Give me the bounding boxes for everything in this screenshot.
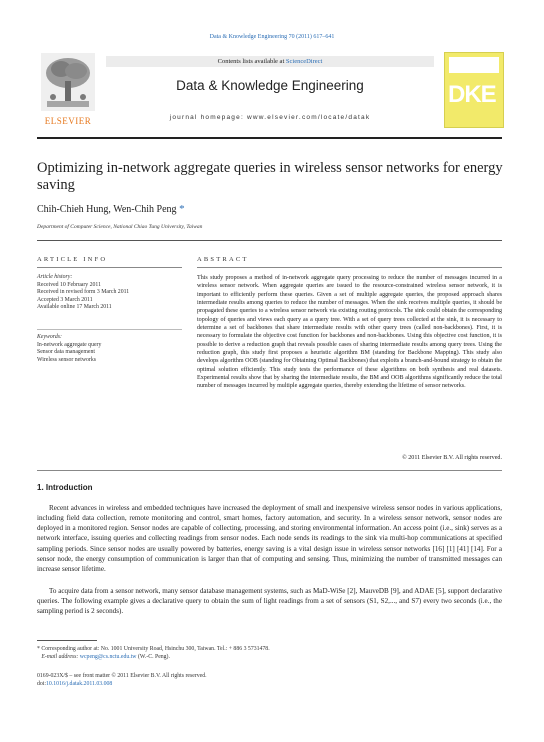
doi-link[interactable]: 10.1016/j.datak.2011.03.008 [46,681,113,687]
elsevier-wordmark: ELSEVIER [44,116,92,126]
keywords [37,334,182,364]
issn-line: 0169-023X/$ – see front matter © 2011 Elsevier B.V. All rights reserved. [37,673,207,679]
masthead-rule [37,137,502,139]
doi-line [37,680,502,688]
sciencedirect-link[interactable]: ScienceDirect [285,58,323,65]
affiliation-rule [37,240,502,241]
footnote-email-line [37,653,502,661]
article-title: Optimizing in-network aggregate queries in wireless sensor networks for energy saving [37,160,503,193]
journal-citation[interactable]: Data & Knowledge Engineering 70 (2011) 617–641 [209,34,335,40]
history-item: Received 10 February 2011 [37,281,102,288]
masthead [37,50,502,132]
author-names: Chih-Chieh Hung, Wen-Chih Peng [37,204,177,215]
authors [37,203,185,215]
history-item: Available online 17 March 2011 [37,304,112,311]
abstract-rule [197,267,502,268]
homepage-label: journal homepage: [169,114,244,121]
cover-header-block [449,57,499,73]
abstract-text: This study proposes a method of in-network aggregate query processing to reduce the number of messages incurred in a wireless sensor network. When aggregate queries are issued to the resource-constrained wireless sensor network, it is important to efficiently perform these queries. Given a set of multiple aggregate queries, the proposed approach shares intermediate results among queries to reduce the number of messages. When the sink receives multiple queries, it should be propagated these queries to a wireless sensor network via existing routing protocols. The sink could obtain the corresponding topology of queries and views each query as a query tree. With a set of query trees collected at the sink, it is necessary to determine a set of backbones that share intermediate results with other query trees (called non-backbones). First, it is necessary to formulate the objective cost function for backbones and non-backbones. Using this objective cost function, it is possible to derive a reduction graph that reveals possible cases of sharing intermediate results among query trees. Using the reduction graph, this study first proposes a heuristic algorithm BM (standing for Backbone Mapping). This study also develops algorithm OOB (standing for Obtaining Optimal Backbones) that exploits a branch-and-bound strategy to obtain the optimal solution efficiently. This study tests the performance of these algorithms on both synthesis and real datasets. Experimental results show that by sharing the intermediate results, the BM and OOB algorithms significantly reduce the total number of messages incurred by multiple aggregate queries, thereby extending the lifetime of sensor networks. [197,275,502,390]
history-item: Received in revised form 3 March 2011 [37,289,130,296]
abstract-end-rule [37,470,502,471]
email-link[interactable]: wcpeng@cs.nctu.edu.tw [79,654,137,660]
elsevier-tree-icon [41,53,95,111]
keywords-rule [37,329,182,330]
history-label: Article history: [37,274,73,280]
elsevier-logo[interactable] [37,53,99,127]
contents-prefix: Contents lists available at [217,58,285,65]
journal-name: Data & Knowledge Engineering [176,78,364,93]
article-info-rule [37,267,182,268]
keyword-item: In-network aggregate query [37,341,102,348]
abstract-heading: ABSTRACT [197,256,249,263]
email-suffix: (W.-C. Peng). [137,654,170,660]
email-label: E-mail address: [41,654,79,660]
intro-paragraph: Recent advances in wireless and embedded techniques have increased the deployment of small and inexpensive wireless sensor nodes in various applications, including field data collection, remote monitoring and control, smart homes, factory automation, and security. In a wireless sensor network, sensor nodes are deployed in a monitored region. Sensor nodes are capable of collecting, processing, and storing environmental information. An access point (i.e., sink) serves as a network interface, issuing queries and collecting readings from sensor nodes. Each node sends its readings to the sink via multi-hop communications at specified sampling periods. Since sensor nodes are usually powered by batteries, energy saving is a vital design issue in wireless sensor networks [16] [1] [41] [14]. For a sensor node, the energy consumption of communication is larger than that of computing and sensing. Thus, minimizing the number of transmitted messages can increase sensor lifetime. [37,504,502,573]
journal-homepage [106,114,434,121]
corresponding-author-link[interactable]: * [179,203,185,215]
copyright-notice: © 2011 Elsevier B.V. All rights reserved. [402,455,502,461]
keyword-item: Wireless sensor networks [37,356,97,363]
footnote-address: Corresponding author at: No. 1001 University Road, Hsinchu 300, Taiwan. Tel.: + 886 3 5731478. [41,646,270,652]
section-heading-introduction: 1. Introduction [37,483,93,492]
issn-block [37,672,502,688]
journal-cover[interactable] [444,52,504,128]
corresponding-author-footnote [37,645,502,661]
intro-paragraph: To acquire data from a sensor network, many sensor database management systems, such as MaD-WiSe [2], MauveDB [9], and ADAE [5], support declarative queries. The following example gives a declarative query to obtain the sum of light readings from a set of sensors (S1, S2,..., and S7) every two seconds (i.e., the sampling period is 2 seconds). [37,587,502,616]
article-history [37,274,182,312]
article-info-heading: ARTICLE INFO [37,256,108,263]
history-item: Accepted 3 March 2011 [37,296,93,303]
doi-label: doi: [37,681,47,687]
homepage-link[interactable]: www.elsevier.com/locate/datak [246,114,371,121]
keyword-item: Sensor data management [37,349,95,356]
keywords-label: Keywords: [37,334,62,340]
footnote-address-line [37,645,502,653]
contents-band [106,56,434,67]
cover-title: DKE [448,81,496,108]
footnote-mark: * [37,646,40,652]
affiliation: Department of Computer Science, National Chiao Tung University, Taiwan [37,224,203,230]
footnote-rule [37,640,97,641]
